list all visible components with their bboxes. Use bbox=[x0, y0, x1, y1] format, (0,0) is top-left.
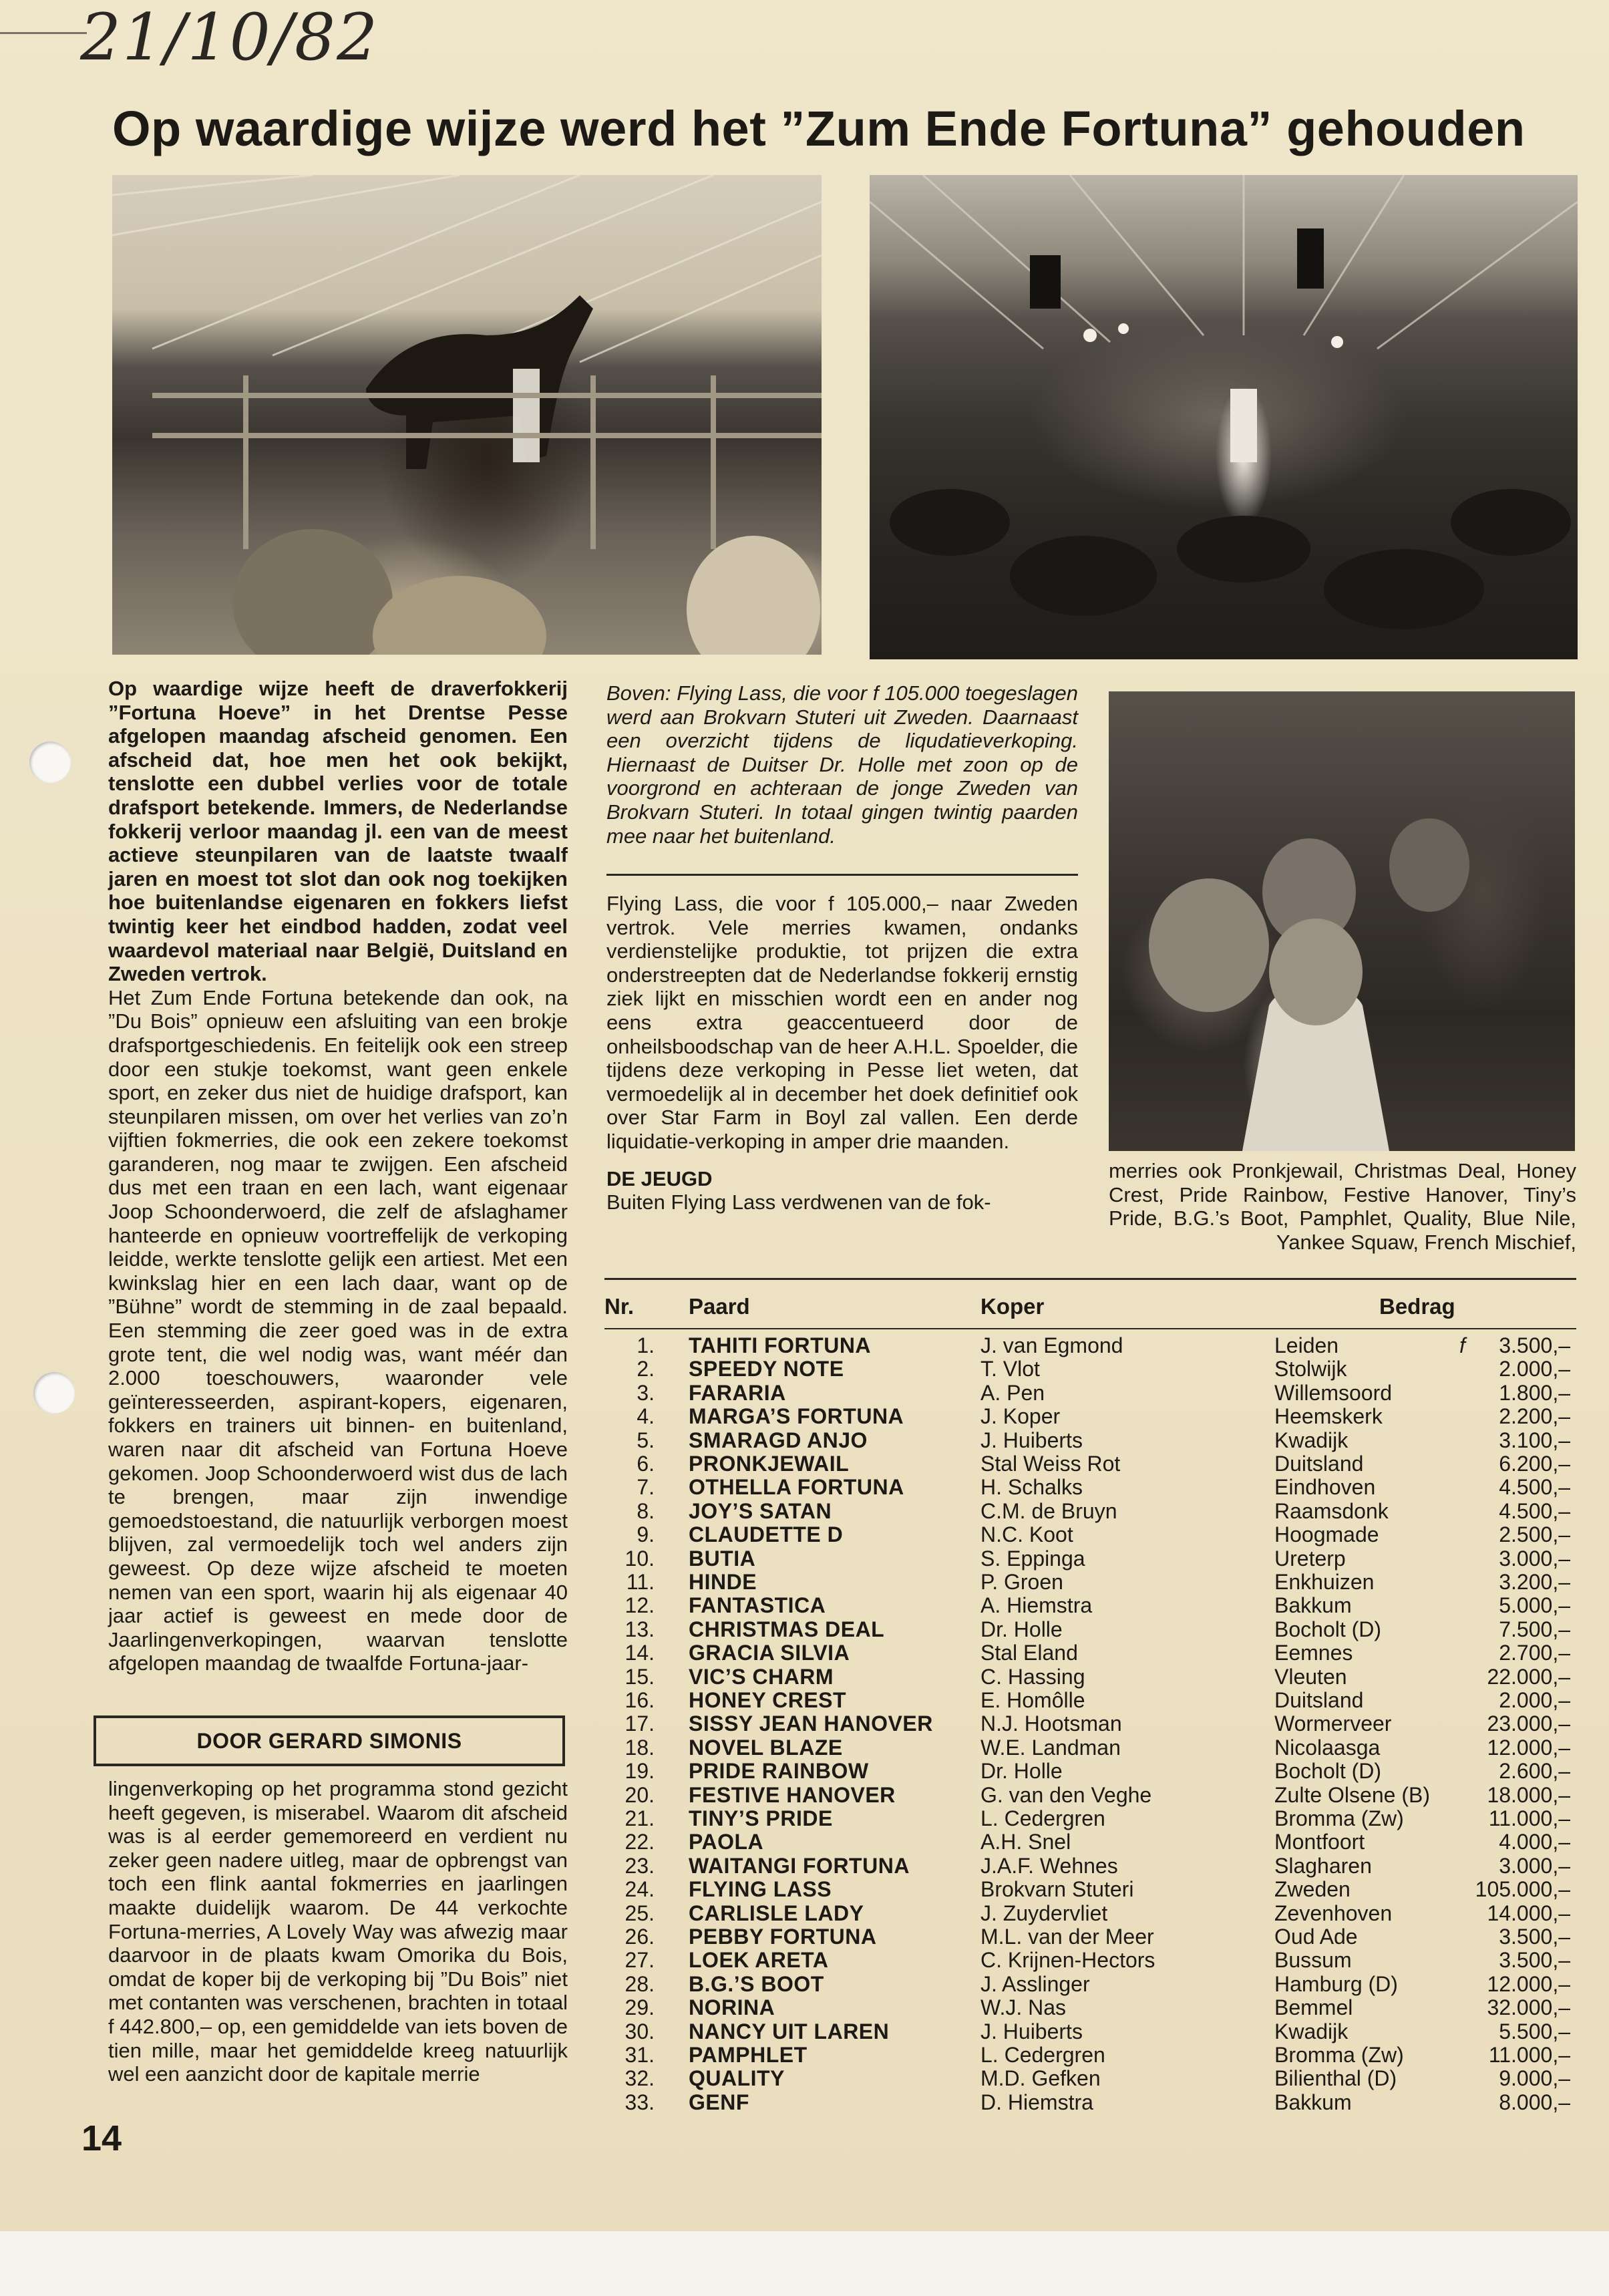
buyer-name: A. Pen bbox=[980, 1380, 1045, 1405]
sale-amount: 12.000,– bbox=[1487, 1735, 1570, 1760]
sale-amount: 4.500,– bbox=[1499, 1498, 1570, 1523]
row-nr: 9. bbox=[637, 1522, 655, 1547]
body-paragraph-4: Buiten Flying Lass verdwenen van de fok- bbox=[606, 1190, 991, 1214]
photo-caption: Boven: Flying Lass, die voor f 105.000 toegeslagen werd aan Brokvarn Stuteri uit Zweden. Daarnaast een overzicht tijdens de liqudatieverkoping. Hiernaast de Duitser Dr. Holle met zoon op de voorgrond en achteraan de jonge Zweden van Brokvarn Stuteri. In totaal gingen twintig paarden mee naar het buitenland. bbox=[606, 681, 1078, 848]
buyer-name: D. Hiemstra bbox=[980, 2090, 1093, 2114]
sale-amount: 3.500,– bbox=[1499, 1333, 1570, 1357]
sale-amount: 5.000,– bbox=[1499, 1593, 1570, 1618]
buyer-name: W.E. Landman bbox=[980, 1735, 1121, 1760]
sale-amount: 23.000,– bbox=[1487, 1711, 1570, 1736]
buyer-location: Bakkum bbox=[1274, 1593, 1352, 1618]
buyer-location: Bocholt (D) bbox=[1274, 1617, 1382, 1641]
horse-name: HINDE bbox=[689, 1570, 757, 1594]
buyer-location: Kwadijk bbox=[1274, 2019, 1349, 2043]
buyer-location: Duitsland bbox=[1274, 1452, 1364, 1476]
row-nr: 12. bbox=[624, 1593, 655, 1618]
table-row bbox=[604, 1547, 1580, 1571]
buyer-name: Stal Weiss Rot bbox=[980, 1452, 1121, 1476]
row-nr: 33. bbox=[624, 2090, 655, 2114]
horse-name: FESTIVE HANOVER bbox=[689, 1782, 896, 1807]
buyer-location: Bromma (Zw) bbox=[1274, 1806, 1404, 1830]
photo-tent-overview bbox=[870, 175, 1578, 659]
table-row bbox=[604, 2043, 1580, 2067]
buyer-location: Raamsdonk bbox=[1274, 1498, 1389, 1523]
buyer-location: Willemsoord bbox=[1274, 1380, 1393, 1405]
buyer-name: C.M. de Bruyn bbox=[980, 1498, 1117, 1523]
table-row bbox=[604, 1878, 1580, 1901]
row-nr: 10. bbox=[624, 1546, 655, 1571]
buyer-name: Dr. Holle bbox=[980, 1617, 1063, 1641]
buyer-location: Hamburg (D) bbox=[1274, 1971, 1398, 1996]
horse-name: PAOLA bbox=[689, 1830, 764, 1854]
body-paragraph-2: lingenverkoping op het programma stond gezicht heeft gegeven, is miserabel. Waarom dit afscheid was is al eerder gememoreerd en verdient nu zeker geen nadere uitleg, maar de opbrengst van toch een flink aantal fokmerries en jaarlingen maakte duidelijk waarom. De 44 verkochte Fortuna-merries, A Lovely Way was afwezig maar daarvoor in de plaats kwam Omorika du Bois, omdat de koper bij de verkoping bij ”Du Bois” niet met contanten was verschenen, brachten in totaal f 442.800,– op, een gemiddelde van iets boven de tien mille, maar het gemiddelde kreeg natuurlijk wel een aanzicht door de kapitale merrie bbox=[108, 1777, 568, 2086]
buyer-location: Bocholt (D) bbox=[1274, 1759, 1382, 1784]
sale-amount: 12.000,– bbox=[1487, 1971, 1570, 1996]
row-nr: 28. bbox=[624, 1971, 655, 1996]
horse-name: B.G.’S BOOT bbox=[689, 1971, 824, 1996]
table-row bbox=[604, 2091, 1580, 2114]
caption-rule bbox=[606, 874, 1078, 876]
row-nr: 15. bbox=[624, 1664, 655, 1689]
buyer-name: L. Cedergren bbox=[980, 1806, 1105, 1830]
col-header-paard: Paard bbox=[689, 1294, 750, 1319]
body-paragraph-3: Flying Lass, die voor f 105.000,– naar Zweden vertrok. Vele merries kwamen, ondanks verdienstelijke produktie, tot prijzen die extra onderstreepten dat de Nederlandse fokkerij ernstig ziek lijkt en misschien wordt een en ander nog eens extra geaccentueerd door de onheilsboodschap van de heer A.H.L. Spoelder, die tijdens deze verkoping in Pesse liet weten, dat vermoedelijk al in december het doek definitief ook over Star Farm in Boyl zal vallen. Een derde liquidatie-verkoping in amper drie maanden. bbox=[606, 892, 1078, 1153]
header-rule bbox=[604, 1328, 1576, 1329]
article-column-right bbox=[1109, 1159, 1576, 1254]
buyer-location: Enkhuizen bbox=[1274, 1570, 1375, 1594]
buyer-location: Duitsland bbox=[1274, 1688, 1364, 1712]
sale-amount: 3.100,– bbox=[1499, 1428, 1570, 1452]
table-row bbox=[604, 1949, 1580, 1972]
table-row bbox=[604, 1830, 1580, 1854]
table-top-rule bbox=[604, 1278, 1576, 1280]
horse-name: SISSY JEAN HANOVER bbox=[689, 1711, 933, 1736]
table-row bbox=[604, 1357, 1580, 1381]
sale-amount: 9.000,– bbox=[1499, 2066, 1570, 2091]
horse-name: HONEY CREST bbox=[689, 1688, 847, 1712]
buyer-location: Vleuten bbox=[1274, 1664, 1347, 1689]
buyer-name: M.D. Gefken bbox=[980, 2066, 1101, 2091]
buyer-name: A.H. Snel bbox=[980, 1830, 1071, 1854]
row-nr: 7. bbox=[637, 1475, 655, 1500]
buyer-name: J. Asslinger bbox=[980, 1971, 1090, 1996]
row-nr: 31. bbox=[624, 2043, 655, 2067]
horse-name: PRIDE RAINBOW bbox=[689, 1759, 869, 1784]
table-row bbox=[604, 1594, 1580, 1617]
horse-name: TAHITI FORTUNA bbox=[689, 1333, 872, 1357]
row-nr: 27. bbox=[624, 1948, 655, 1973]
horse-name: SPEEDY NOTE bbox=[689, 1357, 844, 1381]
horse-name: NOVEL BLAZE bbox=[689, 1735, 843, 1760]
buyer-name: G. van den Veghe bbox=[980, 1782, 1152, 1807]
table-row bbox=[604, 1665, 1580, 1689]
table-row bbox=[604, 1641, 1580, 1665]
row-nr: 17. bbox=[624, 1711, 655, 1736]
row-nr: 22. bbox=[624, 1830, 655, 1854]
row-nr: 30. bbox=[624, 2019, 655, 2043]
horse-name: FLYING LASS bbox=[689, 1877, 832, 1902]
sale-amount: 105.000,– bbox=[1475, 1877, 1570, 1902]
buyer-name: J. Zuydervliet bbox=[980, 1901, 1108, 1925]
punch-hole-top bbox=[29, 742, 71, 783]
row-nr: 14. bbox=[624, 1641, 655, 1665]
sale-amount: 2.000,– bbox=[1499, 1357, 1570, 1381]
headline: Op waardige wijze werd het ”Zum Ende Fortuna” gehouden bbox=[112, 101, 1526, 156]
buyer-name: T. Vlot bbox=[980, 1357, 1040, 1381]
body-paragraph-5: merries ook Pronkjewail, Christmas Deal, Honey Crest, Pride Rainbow, Festive Hanover, Tiny’s Pride, B.G.’s Boot, Pamphlet, Quality, Blue Nile, Yankee Squaw, French Mischief, bbox=[1109, 1159, 1576, 1254]
horse-name: NORINA bbox=[689, 1995, 775, 2020]
horse-name: CLAUDETTE D bbox=[689, 1522, 844, 1547]
sale-amount: 2.700,– bbox=[1499, 1641, 1570, 1665]
punch-hole-bottom bbox=[33, 1372, 75, 1414]
buyer-name: P. Groen bbox=[980, 1570, 1063, 1594]
table-row bbox=[604, 1452, 1580, 1476]
buyer-name: J. Koper bbox=[980, 1404, 1061, 1429]
buyer-location: Heemskerk bbox=[1274, 1404, 1383, 1429]
buyer-name: W.J. Nas bbox=[980, 1995, 1067, 2020]
buyer-location: Kwadijk bbox=[1274, 1428, 1349, 1452]
buyer-location: Zevenhoven bbox=[1274, 1901, 1393, 1925]
row-nr: 13. bbox=[624, 1617, 655, 1641]
buyer-location: Bromma (Zw) bbox=[1274, 2043, 1404, 2067]
buyer-location: Hoogmade bbox=[1274, 1522, 1379, 1547]
buyer-name: J. Huiberts bbox=[980, 1428, 1083, 1452]
buyer-location: Wormerveer bbox=[1274, 1711, 1392, 1736]
buyer-location: Eindhoven bbox=[1274, 1475, 1376, 1500]
table-row bbox=[604, 1925, 1580, 1949]
table-row bbox=[604, 1618, 1580, 1641]
horse-name: BUTIA bbox=[689, 1546, 756, 1571]
buyer-location: Montfoort bbox=[1274, 1830, 1365, 1854]
buyer-name: M.L. van der Meer bbox=[980, 1925, 1154, 1949]
buyer-name: H. Schalks bbox=[980, 1475, 1083, 1500]
handwritten-date: 21/10/82 bbox=[80, 0, 379, 75]
buyer-name: N.C. Koot bbox=[980, 1522, 1073, 1547]
body-paragraph-1: Het Zum Ende Fortuna betekende dan ook, na ”Du Bois” opnieuw een afsluiting van een brokje drafsportgeschiedenis. En feitelijk ook een streep door een stukje toekomst, want geen enkele sport, en zeker dus niet de huidige drafsport, kan steunpilaren missen, om over het verlies van zo’n vijftien fokmerries, die ook een zekere toekomst garanderen, nog maar te zwijgen. Een afscheid dus met een traan en een lach, want eigenaar Joop Schoonderwoerd, die zelf de afslaghamer hanteerde en opnieuw voortreffelijk de verkoping leidde, werkte tenslotte gelijk een artiest. Met een kwinkslag hier en een lach daar, want op de ”Bühne” wordt de stemming in de zaal bepaald. Een stemming die zeer goed was in de extra grote tent, die wel nodig was, want méér dan 2.000 toeschouwers, waaronder vele geïnteresseerden, aspirant-kopers, eigenaren, fokkers en trainers uit binnen- en buitenland, waren naar dit afscheid van Fortuna Hoeve gekomen. Joop Schoonderwoerd wist dus de lach te brengen, maar zijn inwendige gemoedstoestand, die natuurlijk verborgen moest blijven, zal vermoedelijk toch wel anders zijn geweest. Op deze wijze afscheid te moeten nemen van een sport, waarin hij als eigenaar 40 jaar actief is geweest en mede door de Jaarlingenverkopingen, waarvan tenslotte afgelopen maandag de twaalfde Fortuna-jaar- bbox=[108, 985, 568, 1675]
sale-amount: 3.500,– bbox=[1499, 1948, 1570, 1973]
table-row bbox=[604, 1689, 1580, 1712]
sale-amount: 11.000,– bbox=[1488, 1806, 1570, 1830]
subheading-de-jeugd: DE JEUGD bbox=[606, 1166, 713, 1190]
row-nr: 25. bbox=[624, 1901, 655, 1925]
buyer-location: Bemmel bbox=[1274, 1995, 1353, 2020]
row-nr: 1. bbox=[637, 1333, 655, 1357]
sale-amount: 8.000,– bbox=[1499, 2090, 1570, 2114]
buyer-location: Eemnes bbox=[1274, 1641, 1353, 1665]
row-nr: 24. bbox=[624, 1877, 655, 1902]
lead-paragraph: Op waardige wijze heeft de draverfokkerij ”Fortuna Hoeve” in het Drentse Pesse afgelopen maandag afscheid genomen. Een afscheid dat, hoe men het ook bekijkt, tenslotte een dubbel verlies voor de totale drafsport betekende. Immers, de Nederlandse fokkerij verloor maandag jl. een van de meest actieve steunpilaren van de laatste twaalf jaren en moest tot slot dan ook nog toekijken hoe buitenlandse eigenaren en fokkers liefst twintig keer het eindbod hadden, zodat veel waardevol materiaal naar België, Duitsland en Zweden vertrok. bbox=[108, 677, 568, 986]
buyer-name: J. van Egmond bbox=[980, 1333, 1123, 1357]
page-number: 14 bbox=[81, 2118, 122, 2158]
buyer-location: Nicolaasga bbox=[1274, 1735, 1381, 1760]
sale-amount: 2.500,– bbox=[1499, 1522, 1570, 1547]
table-row bbox=[604, 1760, 1580, 1783]
sale-amount: 3.000,– bbox=[1499, 1546, 1570, 1571]
horse-name: CARLISLE LADY bbox=[689, 1901, 864, 1925]
table-row bbox=[604, 1523, 1580, 1546]
sale-amount: 4.000,– bbox=[1499, 1830, 1570, 1854]
sale-amount: 11.000,– bbox=[1488, 2043, 1570, 2067]
row-nr: 6. bbox=[637, 1452, 655, 1476]
table-row bbox=[604, 1334, 1580, 1357]
horse-name: LOEK ARETA bbox=[689, 1948, 829, 1973]
buyer-location: Leiden bbox=[1274, 1333, 1339, 1357]
horse-name: NANCY UIT LAREN bbox=[689, 2019, 890, 2043]
buyer-location: Oud Ade bbox=[1274, 1925, 1358, 1949]
horse-name: GRACIA SILVIA bbox=[689, 1641, 850, 1665]
table-row bbox=[604, 1784, 1580, 1807]
row-nr: 19. bbox=[624, 1759, 655, 1784]
table-row bbox=[604, 1571, 1580, 1594]
sale-amount: 2.000,– bbox=[1499, 1688, 1570, 1712]
horse-name: FANTASTICA bbox=[689, 1593, 826, 1618]
buyer-name: J.A.F. Wehnes bbox=[980, 1853, 1118, 1878]
table-row bbox=[604, 1736, 1580, 1760]
table-row bbox=[604, 1429, 1580, 1452]
col-header-bedrag: Bedrag bbox=[1379, 1294, 1455, 1319]
table-row bbox=[604, 1996, 1580, 2019]
sale-amount: 3.000,– bbox=[1499, 1853, 1570, 1878]
buyer-name: L. Cedergren bbox=[980, 2043, 1105, 2067]
horse-name: QUALITY bbox=[689, 2066, 785, 2091]
sale-amount: 32.000,– bbox=[1487, 1995, 1570, 2020]
buyer-location: Bilienthal (D) bbox=[1274, 2066, 1397, 2091]
photo-audience-closeup bbox=[1109, 691, 1575, 1151]
scan-margin bbox=[0, 2231, 1609, 2296]
table-row bbox=[604, 1902, 1580, 1925]
row-nr: 3. bbox=[637, 1380, 655, 1405]
table-row bbox=[604, 1476, 1580, 1499]
sale-amount: 7.500,– bbox=[1499, 1617, 1570, 1641]
row-nr: 2. bbox=[637, 1357, 655, 1381]
buyer-name: N.J. Hootsman bbox=[980, 1711, 1122, 1736]
table-row bbox=[604, 1381, 1580, 1405]
sale-amount: 5.500,– bbox=[1499, 2019, 1570, 2043]
buyer-name: Stal Eland bbox=[980, 1641, 1078, 1665]
row-nr: 29. bbox=[624, 1995, 655, 2020]
buyer-name: Brokvarn Stuteri bbox=[980, 1877, 1134, 1902]
table-row bbox=[604, 1500, 1580, 1523]
table-row bbox=[604, 1807, 1580, 1830]
buyer-name: A. Hiemstra bbox=[980, 1593, 1093, 1618]
horse-name: PAMPHLET bbox=[689, 2043, 808, 2067]
article-column-left-continued bbox=[108, 1777, 568, 2086]
row-nr: 18. bbox=[624, 1735, 655, 1760]
horse-name: JOY’S SATAN bbox=[689, 1498, 832, 1523]
currency-symbol: f bbox=[1459, 1333, 1465, 1357]
col-header-koper: Koper bbox=[980, 1294, 1045, 1319]
horse-name: WAITANGI FORTUNA bbox=[689, 1853, 910, 1878]
row-nr: 11. bbox=[626, 1570, 655, 1594]
horse-name: GENF bbox=[689, 2090, 749, 2114]
col-header-nr: Nr. bbox=[604, 1294, 635, 1319]
horse-name: PEBBY FORTUNA bbox=[689, 1925, 877, 1949]
horse-name: FARARIA bbox=[689, 1380, 786, 1405]
buyer-name: C. Krijnen-Hectors bbox=[980, 1948, 1155, 1973]
buyer-location: Zulte Olsene (B) bbox=[1274, 1782, 1430, 1807]
buyer-name: C. Hassing bbox=[980, 1664, 1085, 1689]
table-row bbox=[604, 1973, 1580, 1996]
horse-name: OTHELLA FORTUNA bbox=[689, 1475, 904, 1500]
table-row bbox=[604, 1405, 1580, 1428]
row-nr: 16. bbox=[624, 1688, 655, 1712]
row-nr: 21. bbox=[624, 1806, 655, 1830]
buyer-location: Bussum bbox=[1274, 1948, 1352, 1973]
sale-amount: 6.200,– bbox=[1499, 1452, 1570, 1476]
row-nr: 20. bbox=[624, 1782, 655, 1807]
article-column-left bbox=[108, 677, 568, 1675]
sale-amount: 1.800,– bbox=[1499, 1380, 1570, 1405]
sale-amount: 4.500,– bbox=[1499, 1475, 1570, 1500]
horse-name: CHRISTMAS DEAL bbox=[689, 1617, 885, 1641]
pen-mark bbox=[0, 32, 87, 34]
buyer-location: Slagharen bbox=[1274, 1853, 1372, 1878]
sale-amount: 22.000,– bbox=[1487, 1664, 1570, 1689]
row-nr: 32. bbox=[624, 2066, 655, 2091]
horse-name: TINY’S PRIDE bbox=[689, 1806, 833, 1830]
sale-amount: 2.200,– bbox=[1499, 1404, 1570, 1429]
table-row bbox=[604, 1712, 1580, 1736]
buyer-location: Stolwijk bbox=[1274, 1357, 1347, 1381]
sale-amount: 3.200,– bbox=[1499, 1570, 1570, 1594]
sale-amount: 3.500,– bbox=[1499, 1925, 1570, 1949]
table-row bbox=[604, 2067, 1580, 2090]
row-nr: 5. bbox=[637, 1428, 655, 1452]
article-column-middle bbox=[606, 892, 1078, 1214]
photo-horse-in-ring bbox=[112, 175, 822, 655]
byline: DOOR GERARD SIMONIS bbox=[94, 1715, 565, 1766]
sale-amount: 2.600,– bbox=[1499, 1759, 1570, 1784]
buyer-name: S. Eppinga bbox=[980, 1546, 1085, 1571]
row-nr: 23. bbox=[624, 1853, 655, 1878]
sale-amount: 18.000,– bbox=[1487, 1782, 1570, 1807]
row-nr: 26. bbox=[624, 1925, 655, 1949]
horse-name: SMARAGD ANJO bbox=[689, 1428, 868, 1452]
photo-caption-block bbox=[606, 681, 1078, 848]
buyer-location: Ureterp bbox=[1274, 1546, 1346, 1571]
table-row bbox=[604, 1854, 1580, 1878]
buyer-name: Dr. Holle bbox=[980, 1759, 1063, 1784]
buyer-location: Bakkum bbox=[1274, 2090, 1352, 2114]
buyer-name: E. Homôlle bbox=[980, 1688, 1085, 1712]
horse-name: PRONKJEWAIL bbox=[689, 1452, 850, 1476]
horse-name: VIC’S CHARM bbox=[689, 1664, 834, 1689]
table-row bbox=[604, 2020, 1580, 2043]
row-nr: 4. bbox=[637, 1404, 655, 1429]
buyer-location: Zweden bbox=[1274, 1877, 1351, 1902]
sale-amount: 14.000,– bbox=[1487, 1901, 1570, 1925]
row-nr: 8. bbox=[637, 1498, 655, 1523]
horse-name: MARGA’S FORTUNA bbox=[689, 1404, 904, 1429]
buyer-name: J. Huiberts bbox=[980, 2019, 1083, 2043]
